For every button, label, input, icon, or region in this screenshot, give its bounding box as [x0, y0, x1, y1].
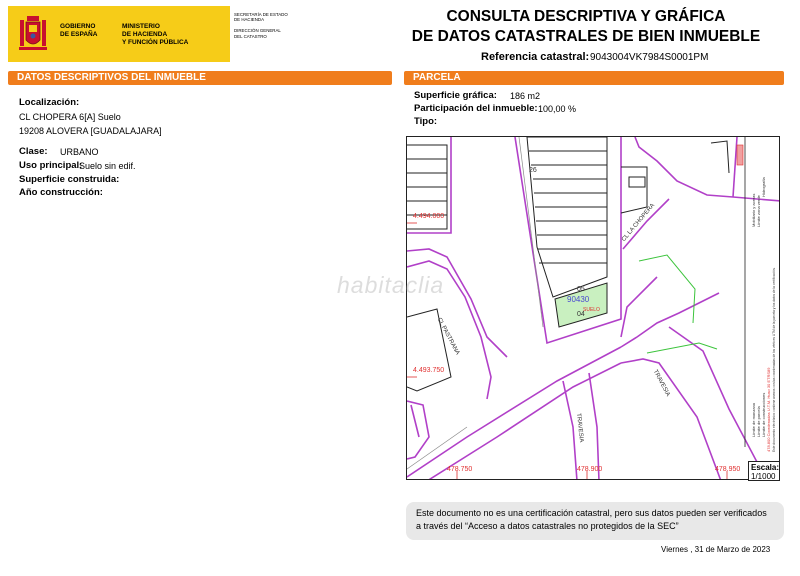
legend-text1: Este documento electrónico contiene anexos con las coordenadas de los vértices UTM de la parcela y los datos de la certificación. — [772, 267, 776, 452]
title-line1: CONSULTA DESCRIPTIVA Y GRÁFICA — [446, 8, 726, 25]
watermark-text: habitaclia — [337, 272, 445, 298]
gov-name-line1: GOBIERNO — [60, 23, 96, 30]
ref-label: Referencia catastral: — [481, 51, 590, 63]
legend-limite-parcela: Límite de parcela — [756, 406, 761, 437]
legend-texts — [747, 137, 780, 457]
uso-label: Uso principal: — [19, 160, 83, 171]
coord-x1-label: 478.750 — [447, 466, 473, 473]
participacion-label: Participación del inmueble: — [414, 103, 538, 114]
inmueble-section-title: DATOS DESCRIPTIVOS DEL INMUEBLE — [8, 71, 392, 85]
participacion-value: 100,00 % — [538, 104, 577, 114]
street-travesia1-label: TRAVESIA — [575, 413, 585, 443]
government-logo-block — [8, 6, 288, 62]
coord-y1-label: 4.494.000 — [413, 213, 445, 220]
legend-coordenadas: 478.800 Coordenadas U.T.M. Huso 30 ETRS89 — [766, 367, 771, 452]
coat-of-arms-icon — [18, 14, 48, 54]
legend-limite-manzana: Límite de manzana — [751, 402, 756, 437]
ministry-line2: DE HACIENDA — [122, 31, 168, 38]
ministry-name — [122, 23, 188, 47]
ref-value: 9043004VK7984S0001PM — [590, 52, 709, 63]
address-line2: 19208 ALOVERA [GUADALAJARA] — [19, 126, 162, 136]
gov-name — [60, 23, 97, 39]
page-title — [400, 7, 772, 47]
parcel-number-label: 90430 — [567, 295, 590, 304]
direccion-line1: DIRECCIÓN GENERAL — [234, 28, 281, 34]
parcel-suelo-label: SUELO — [583, 307, 600, 313]
footer-date: Viernes , 31 de Marzo de 2023 — [661, 545, 771, 554]
street-travesia2-label: TRAVESIA — [651, 369, 671, 398]
title-line2: DE DATOS CATASTRALES DE BIEN INMUEBLE — [411, 28, 761, 45]
ministry-line3: Y FUNCIÓN PÚBLICA — [122, 39, 189, 46]
address-line1: CL CHOPERA 6[A] Suelo — [19, 112, 121, 122]
parcel-26-label: 26 — [529, 167, 537, 174]
cadastral-map — [406, 136, 780, 480]
clase-label: Clase: — [19, 146, 48, 157]
map-legend — [737, 137, 745, 447]
secretaria-line1: SECRETARÍA DE ESTADO — [234, 12, 288, 17]
street-pastrana-label: CL PASTRANA — [435, 317, 461, 357]
parcel-04-label: 04 — [577, 311, 585, 318]
legend-limite-zona-verde: Límite zona verde — [756, 195, 761, 227]
legend-hidrografia: Hidrografía — [761, 177, 766, 197]
scale-label: Escala: — [751, 463, 780, 472]
ministry-line1: MINISTERIO — [122, 23, 160, 30]
scale-box — [748, 461, 780, 481]
secretaria-line2: DE HACIENDA — [234, 17, 265, 23]
notice-text: Este documento no es una certificación catastral, pero sus datos pueden ser verificados a través del “Acceso a datos catastrales no protegidos de la SEC” — [416, 508, 767, 531]
streets — [407, 249, 767, 480]
clase-value: URBANO — [60, 147, 99, 157]
uso-value: Suelo sin edif. — [79, 161, 136, 171]
superficie-grafica-label: Superficie gráfica: — [414, 90, 497, 101]
street-chopera-label: CL LA CHOPERA — [621, 202, 657, 243]
superficie-construida-label: Superficie construida: — [19, 174, 120, 185]
legend-mobiliario: Mobiliario y aceras — [751, 193, 756, 227]
coord-y2-label: 4.493.750 — [413, 367, 445, 374]
coord-x2-label: 478.900 — [577, 466, 603, 473]
gov-name-line2: DE ESPAÑA — [60, 31, 98, 38]
tipo-label: Tipo: — [414, 116, 438, 127]
parcela-section-title: PARCELA — [404, 71, 784, 85]
notice-box — [406, 502, 784, 540]
parcel-05-label: 05 — [577, 286, 585, 293]
direccion-line2: DEL CATASTRO — [234, 33, 267, 39]
scale-value: 1/1000 — [751, 472, 776, 481]
secretaria-block — [230, 6, 292, 62]
coord-x3-label: 478.950 — [715, 466, 741, 473]
anio-construccion-label: Año construcción: — [19, 187, 103, 198]
superficie-grafica-value: 186 m2 — [510, 91, 541, 101]
localizacion-label: Localización: — [19, 97, 80, 108]
legend-limite-construcciones: Límite de construcciones — [761, 392, 766, 437]
